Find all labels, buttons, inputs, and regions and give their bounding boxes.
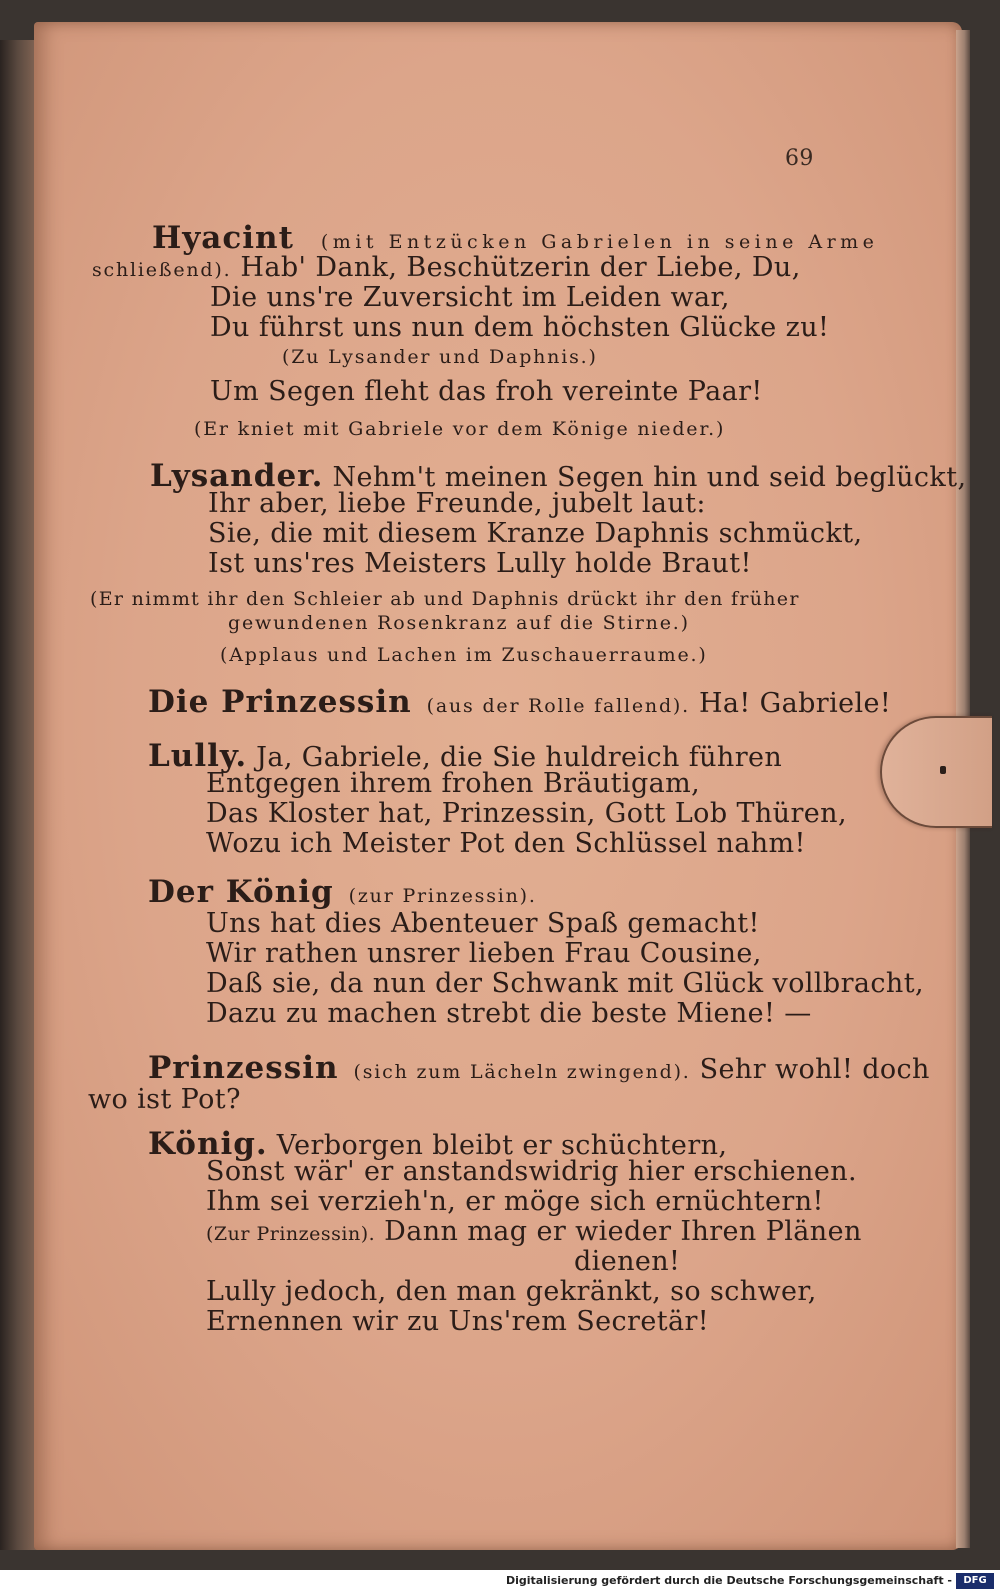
clip-dot [940, 766, 946, 774]
verse-line: Ihm sei verzieh'n, er möge sich ernüchtern! [206, 1186, 824, 1217]
verse-line: Wozu ich Meister Pot den Schlüssel nahm! [206, 828, 806, 859]
verse-line: Ihr aber, liebe Freunde, jubelt laut: [208, 488, 706, 519]
dialogue-line [148, 874, 537, 910]
speaker-name: Lully. [148, 738, 248, 774]
digitization-footer [0, 1570, 1000, 1594]
verse-line: Um Segen fleht das froh vereinte Paar! [210, 376, 763, 407]
verse-line: Das Kloster hat, Prinzessin, Gott Lob Thüren, [206, 798, 847, 829]
verse-line: dienen! [574, 1246, 681, 1277]
stage-direction: (sich zum Lächeln zwingend). [353, 1061, 691, 1083]
speaker-name: Die Prinzessin [148, 684, 412, 720]
verse-line: Ernennen wir zu Uns'rem Secretär! [206, 1306, 710, 1337]
dialogue-line [92, 252, 801, 283]
dialogue-line [148, 684, 891, 720]
verse-line: Du führst uns nun dem höchsten Glücke zu! [210, 312, 830, 343]
stage-direction: (mit Entzücken Gabrielen in seine Arme [320, 231, 879, 253]
verse-text: Nehm't meinen Segen hin und seid beglückt, [332, 462, 967, 493]
dialogue-line [148, 1050, 930, 1086]
verse-text: Dann mag er wieder Ihren Plänen [384, 1216, 862, 1247]
verse-text: Verborgen bleibt er schüchtern, [276, 1130, 728, 1161]
speaker-name: Hyacint [152, 220, 294, 256]
verse-line: Die uns're Zuversicht im Leiden war, [210, 282, 730, 313]
speaker-name: Der König [148, 874, 334, 910]
verse-line: Uns hat dies Abenteuer Spaß gemacht! [206, 908, 760, 939]
verse-text: Ha! Gabriele! [698, 688, 892, 719]
page-number: 69 [785, 146, 814, 171]
verse-line: Daß sie, da nun der Schwank mit Glück vollbracht, [206, 968, 924, 999]
page-clip-tab [880, 716, 992, 828]
verse-line: Wir rathen unsrer lieben Frau Cousine, [206, 938, 762, 969]
verse-text: Hab' Dank, Beschützerin der Liebe, Du, [240, 252, 801, 283]
stage-direction: (Zur Prinzessin). [206, 1223, 376, 1245]
stage-direction: (Zu Lysander und Daphnis.) [282, 346, 598, 368]
speaker-name: Prinzessin [148, 1050, 339, 1086]
dialogue-line [206, 1216, 862, 1247]
stage-direction: (Er kniet mit Gabriele vor dem Könige nieder.) [194, 418, 726, 440]
verse-line: wo ist Pot? [88, 1084, 241, 1115]
stage-direction: schließend). [92, 259, 232, 281]
stage-direction: (Er nimmt ihr den Schleier ab und Daphnis drückt ihr den früher [90, 588, 800, 610]
verse-line: Entgegen ihrem frohen Bräutigam, [206, 768, 701, 799]
verse-line: Lully jedoch, den man gekränkt, so schwer, [206, 1276, 817, 1307]
dfg-logo: DFG [956, 1573, 994, 1589]
funding-credit: Digitalisierung gefördert durch die Deutsche Forschungsgemeinschaft - [505, 1574, 952, 1587]
speaker-name: Lysander. [150, 458, 324, 494]
stage-direction: gewundenen Rosenkranz auf die Stirne.) [228, 612, 690, 634]
verse-text: Ja, Gabriele, die Sie huldreich führen [256, 742, 783, 773]
verse-line: Sonst wär' er anstandswidrig hier erschienen. [206, 1156, 857, 1187]
stage-direction: (Applaus und Lachen im Zuschauerraume.) [220, 644, 708, 666]
stage-direction: (aus der Rolle fallend). [426, 695, 690, 717]
verse-text: Sehr wohl! doch [699, 1054, 930, 1085]
verse-line: Ist uns'res Meisters Lully holde Braut! [208, 548, 752, 579]
dialogue-line [152, 220, 878, 256]
verse-line: Sie, die mit diesem Kranze Daphnis schmückt, [208, 518, 863, 549]
verse-line: Dazu zu machen strebt die beste Miene! — [206, 998, 812, 1029]
stage-direction: (zur Prinzessin). [348, 885, 537, 907]
speaker-name: König. [148, 1126, 268, 1162]
